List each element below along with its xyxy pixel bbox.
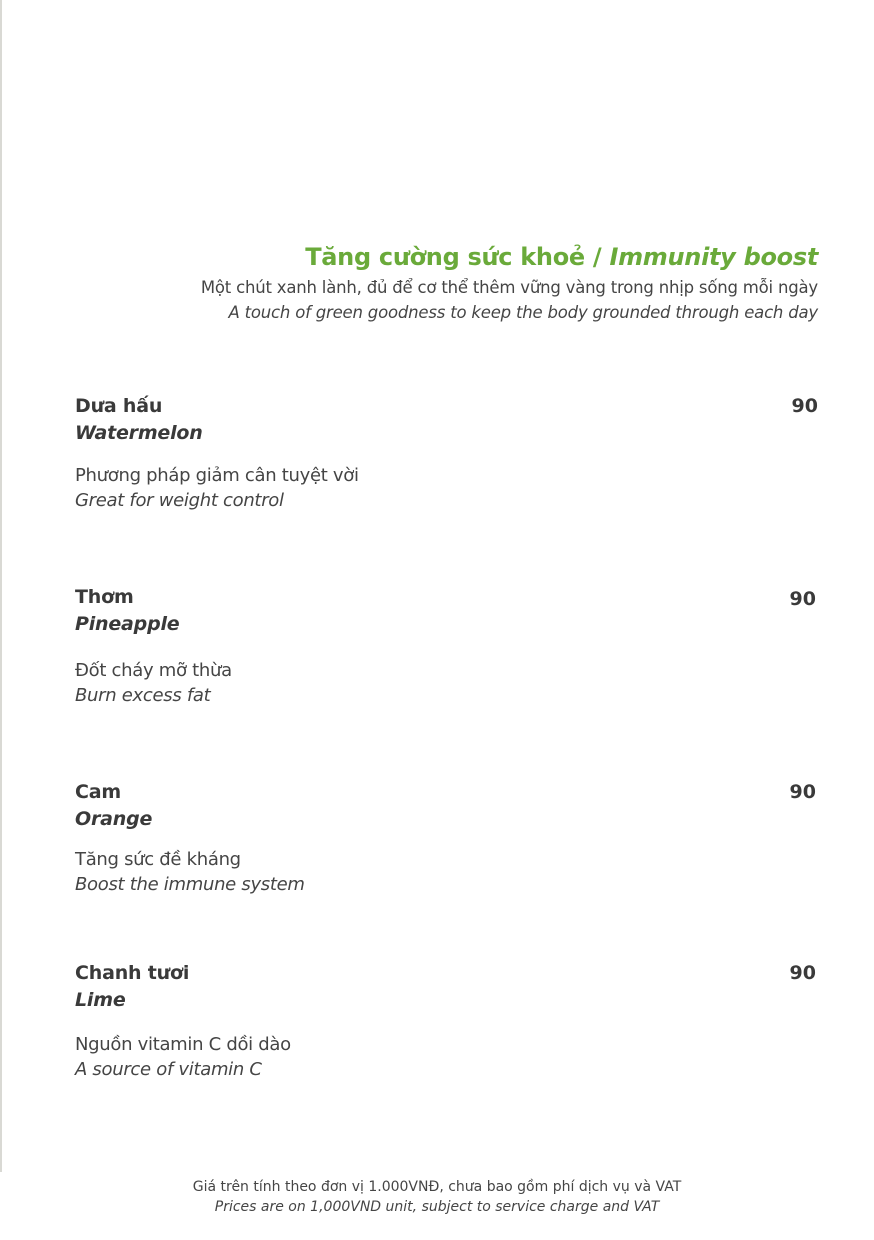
menu-item-pineapple [75,584,820,708]
item-desc-en: Great for weight control [75,490,284,511]
section-title [201,241,818,273]
menu-item-watermelon [75,393,820,513]
item-desc-vi: Nguồn vitamin C dồi dào [75,1034,291,1055]
menu-item-orange [75,779,820,897]
item-desc-en: Boost the immune system [75,874,305,895]
price-note-en: Prices are on 1,000VND unit, subject to service charge and VAT [214,1199,660,1215]
item-name-vi: Dưa hấu [75,395,163,417]
item-price: 90 [791,395,818,417]
item-price: 90 [789,781,816,803]
item-price: 90 [789,962,816,984]
item-price: 90 [789,588,816,610]
section-header [201,241,818,325]
menu-item-lime [75,960,820,1082]
price-note [0,1177,874,1217]
item-name-vi: Cam [75,781,121,803]
item-name-en: Watermelon [75,422,203,444]
item-desc-en: A source of vitamin C [75,1059,262,1080]
section-subtitle-en: A touch of green goodness to keep the body grounded through each day [228,303,818,322]
item-name-vi: Thơm [75,586,134,608]
item-name-en: Orange [75,808,153,830]
item-desc-vi: Phương pháp giảm cân tuyệt vời [75,465,359,486]
section-title-en: Immunity boost [609,243,818,271]
item-desc-vi: Tăng sức đề kháng [75,849,241,870]
item-desc-en: Burn excess fat [75,685,211,706]
section-title-vi: Tăng cường sức khoẻ / [305,243,610,271]
section-subtitle-vi: Một chút xanh lành, đủ để cơ thể thêm vững vàng trong nhịp sống mỗi ngày [200,278,818,297]
item-desc-vi: Đốt cháy mỡ thừa [75,660,232,681]
page-edge-line [0,0,2,1172]
item-name-vi: Chanh tươi [75,962,190,984]
price-note-vi: Giá trên tính theo đơn vị 1.000VNĐ, chưa bao gồm phí dịch vụ và VAT [192,1179,682,1195]
item-name-en: Pineapple [75,613,180,635]
item-name-en: Lime [75,989,126,1011]
